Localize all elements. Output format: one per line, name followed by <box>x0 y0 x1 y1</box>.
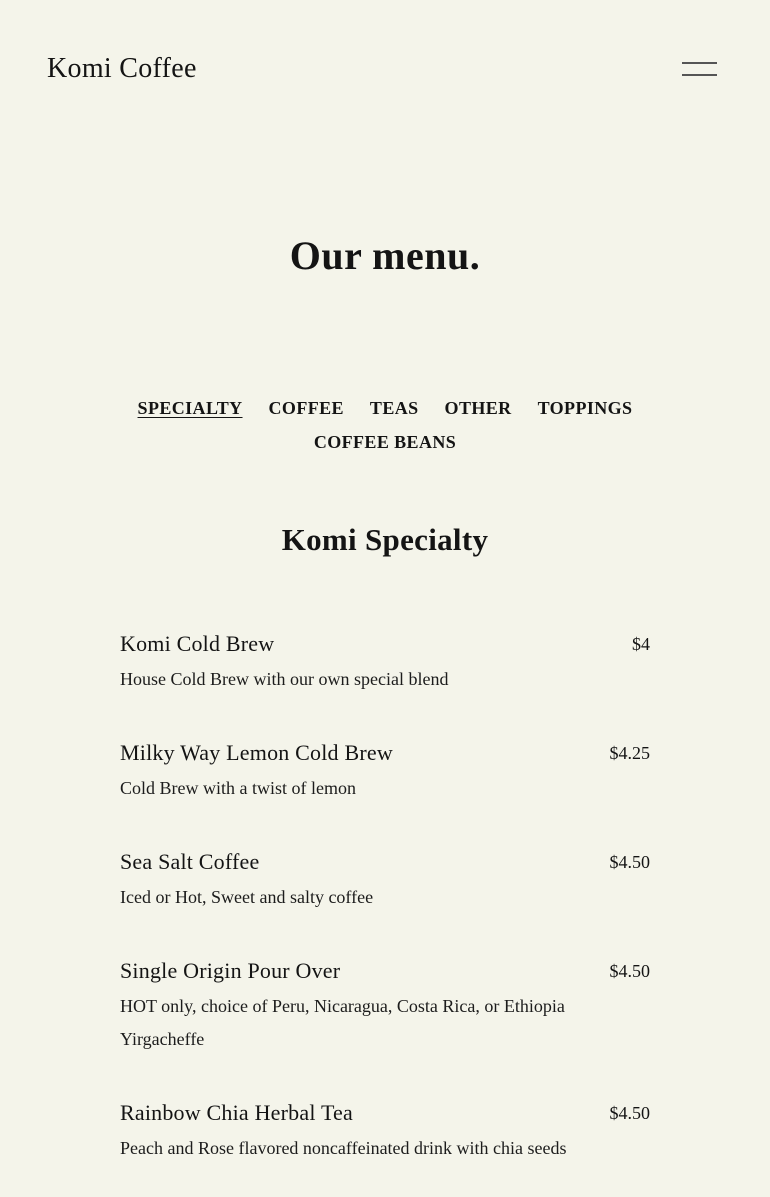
menu-item-description: House Cold Brew with our own special blend <box>120 669 449 689</box>
menu-item-price: $4 <box>632 634 650 654</box>
menu-item-description: HOT only, choice of Peru, Nicaragua, Costa Rica, or Ethiopia Yirgacheffe <box>120 996 565 1049</box>
menu-category-tabs <box>110 392 660 460</box>
menu-item-price: $4.50 <box>609 1103 650 1123</box>
hamburger-menu-icon[interactable] <box>680 59 718 79</box>
menu-item-name: Rainbow Chia Herbal Tea <box>120 1100 353 1125</box>
menu-item-header <box>120 1094 650 1132</box>
menu-item <box>120 1094 650 1165</box>
menu-item-description: Iced or Hot, Sweet and salty coffee <box>120 887 374 907</box>
tab-specialty[interactable]: SPECIALTY <box>137 398 243 418</box>
tab-teas[interactable]: TEAS <box>369 398 419 418</box>
section-title: Komi Specialty <box>281 522 489 557</box>
site-header <box>0 0 770 140</box>
menu-item-price: $4.50 <box>609 852 650 872</box>
menu-item <box>120 843 650 914</box>
menu-item-header <box>120 952 650 990</box>
menu-item-price: $4.25 <box>609 743 650 763</box>
menu-line-bottom <box>682 74 717 76</box>
menu-item-header <box>120 843 650 881</box>
tab-other[interactable]: OTHER <box>444 398 512 418</box>
tab-toppings[interactable]: TOPPINGS <box>537 398 633 418</box>
brand-logo-link[interactable]: Komi Coffee <box>47 53 197 84</box>
menu-item <box>120 625 650 696</box>
menu-item-price: $4.50 <box>609 961 650 981</box>
tab-coffee-beans[interactable]: COFFEE BEANS <box>313 432 457 452</box>
tab-coffee[interactable]: COFFEE <box>268 398 344 418</box>
menu-item <box>120 734 650 805</box>
menu-item-description: Peach and Rose flavored noncaffeinated drink with chia seeds <box>120 1138 567 1158</box>
menu-item-header <box>120 734 650 772</box>
menu-item-name: Single Origin Pour Over <box>120 958 341 983</box>
menu-item-header <box>120 625 650 663</box>
menu-line-top <box>682 62 717 64</box>
menu-items-list <box>120 625 650 1197</box>
menu-item <box>120 952 650 1056</box>
page-title: Our menu. <box>289 233 481 278</box>
menu-item-name: Komi Cold Brew <box>120 631 275 656</box>
menu-item-name: Sea Salt Coffee <box>120 849 260 874</box>
menu-item-name: Milky Way Lemon Cold Brew <box>120 740 393 765</box>
menu-item-description: Cold Brew with a twist of lemon <box>120 778 356 798</box>
